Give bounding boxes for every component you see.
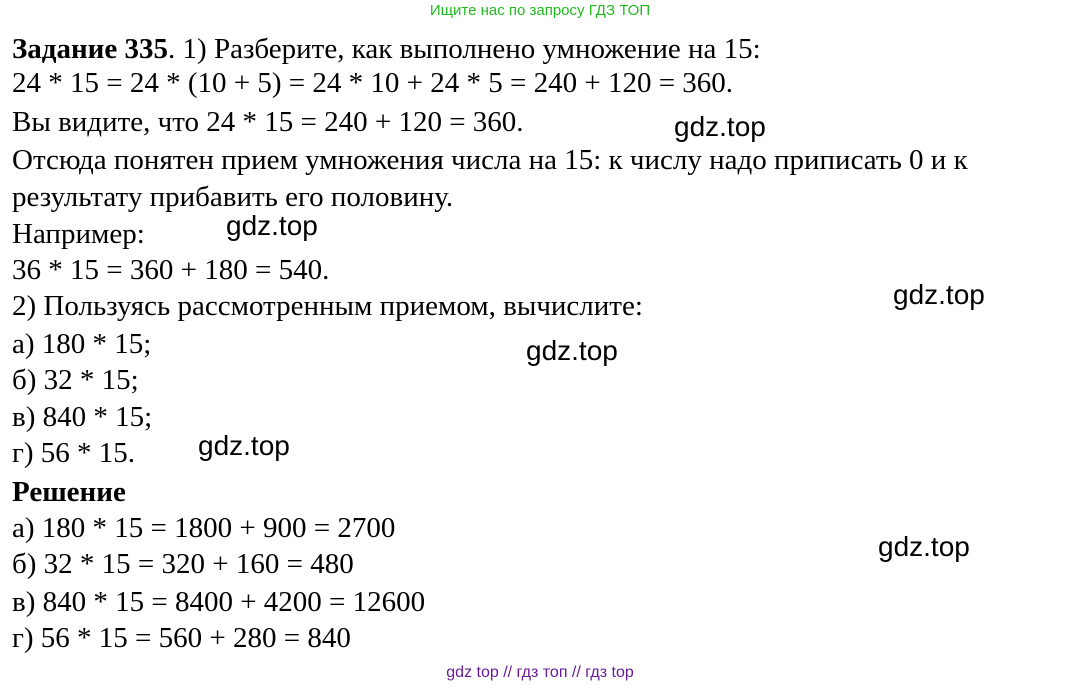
watermark: gdz.top: [878, 531, 970, 562]
task-instruction: . 1) Разберите, как выполнено умножение на 15:: [168, 33, 761, 65]
task-line: Например:: [12, 218, 145, 250]
solution-line: г) 56 * 15 = 560 + 280 = 840: [12, 622, 351, 654]
bottom-banner: gdz top // гдз топ // гдз top: [446, 664, 634, 681]
task-line: 24 * 15 = 24 * (10 + 5) = 24 * 10 + 24 * 5 = 240 + 120 = 360.: [12, 67, 734, 99]
exercise-item: а) 180 * 15;: [12, 328, 152, 360]
task-title: [12, 32, 761, 66]
watermark: gdz.top: [526, 335, 618, 366]
watermark: gdz.top: [893, 279, 985, 310]
exercise-item: г) 56 * 15.: [12, 437, 136, 469]
task-line: 36 * 15 = 360 + 180 = 540.: [12, 254, 330, 286]
watermark: gdz.top: [226, 210, 318, 241]
solution-line: а) 180 * 15 = 1800 + 900 = 2700: [12, 512, 396, 544]
task-line: результату прибавить его половину.: [12, 181, 454, 213]
solution-line: б) 32 * 15 = 320 + 160 = 480: [12, 548, 354, 580]
task-line: Отсюда понятен прием умножения числа на 15: к числу надо приписать 0 и к: [12, 144, 968, 176]
solution-line: в) 840 * 15 = 8400 + 4200 = 12600: [12, 586, 426, 618]
task-number: Задание 335: [12, 33, 169, 65]
exercise-item: в) 840 * 15;: [12, 401, 153, 433]
watermark: gdz.top: [674, 111, 766, 142]
task-line: Вы видите, что 24 * 15 = 240 + 120 = 360.: [12, 106, 524, 138]
solution-heading: Решение: [12, 476, 126, 508]
exercise-item: б) 32 * 15;: [12, 364, 139, 396]
task-line: 2) Пользуясь рассмотренным приемом, вычислите:: [12, 290, 643, 322]
top-banner: Ищите нас по запросу ГДЗ ТОП: [429, 2, 651, 19]
watermark: gdz.top: [198, 430, 290, 461]
